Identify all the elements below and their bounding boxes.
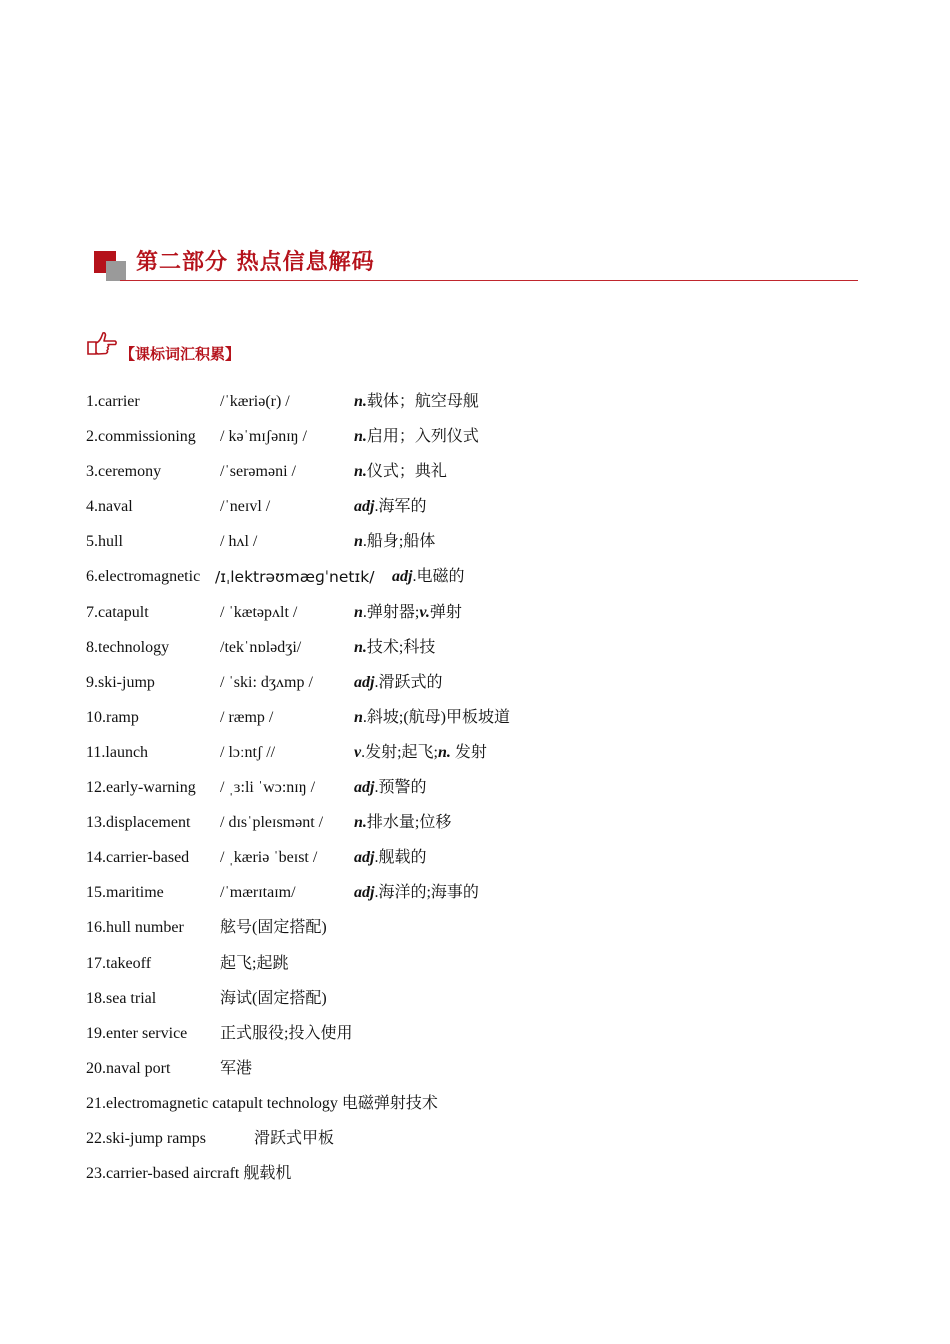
vocab-meaning: .滑跃式的 — [374, 673, 443, 691]
vocab-row — [86, 565, 886, 600]
vocab-word: 5.hull — [86, 533, 123, 551]
vocab-ipa: /ˈserəməni / — [220, 463, 296, 481]
phrase-term: 17.takeoff — [86, 954, 152, 972]
vocab-ipa: / kəˈmɪʃənɪŋ / — [220, 428, 307, 446]
vocab-definition — [392, 565, 464, 589]
vocab-meaning: 启用；入列仪式 — [366, 428, 479, 446]
vocab-row — [86, 776, 886, 811]
vocab-ipa: / ræmp / — [220, 708, 274, 726]
vocab-row — [86, 460, 886, 495]
vocab-ipa: /tekˈnɒlədʒi/ — [220, 638, 302, 656]
phrase-term: 16.hull number — [86, 919, 184, 937]
section-title: 第二部分 热点信息解码 — [136, 250, 375, 275]
vocab-definition — [354, 460, 447, 484]
vocab-meaning: .预警的 — [374, 779, 427, 797]
phrase-row — [86, 1022, 886, 1057]
vocab-ipa: /ɪˌlektrəʊmæɡˈnetɪk/ — [215, 568, 375, 587]
vocab-pos: n — [354, 708, 363, 726]
phrase-term: 20.naval port — [86, 1059, 171, 1077]
vocab-meaning: 排水量;位移 — [366, 814, 452, 832]
vocab-pos: adj — [354, 498, 375, 516]
phrase-term: 18.sea trial — [86, 989, 157, 1007]
vocab-definition — [354, 846, 426, 870]
vocab-meaning: .发射;起飞; — [361, 743, 439, 761]
vocab-pos: n. — [354, 638, 367, 656]
vocab-word: 7.catapult — [86, 603, 149, 621]
vocab-word: 11.launch — [86, 743, 149, 761]
vocab-meaning: .海军的 — [374, 498, 427, 516]
vocab-ipa: / lɔːntʃ // — [220, 743, 276, 761]
vocab-row — [86, 636, 886, 671]
vocab-ipa: / ˌkæriə ˈbeɪst / — [220, 849, 318, 867]
vocab-row — [86, 671, 886, 706]
vocab-row — [86, 706, 886, 741]
vocab-pos: n. — [354, 428, 367, 446]
subsection-title: 【课标词汇积累】 — [120, 345, 241, 363]
phrase-row — [86, 1127, 886, 1162]
vocab-row — [86, 390, 886, 425]
vocab-definition — [354, 741, 487, 765]
vocab-word: 4.naval — [86, 498, 133, 516]
vocab-meaning: 载体；航空母舰 — [366, 393, 479, 410]
vocab-definition — [354, 776, 426, 800]
vocab-row — [86, 846, 886, 881]
vocab-word: 1.carrier — [86, 393, 140, 410]
phrase-row — [86, 1057, 886, 1092]
phrase-row — [86, 1092, 886, 1127]
vocab-pos: n. — [354, 814, 367, 832]
vocab-definition — [354, 706, 510, 730]
vocab-word: 13.displacement — [86, 814, 191, 832]
phrase-meaning: 军港 — [220, 1059, 253, 1077]
phrase-meaning: 正式服役;投入使用 — [220, 1024, 353, 1042]
vocab-meaning: 技术;科技 — [366, 638, 436, 656]
vocab-word: 14.carrier-based — [86, 849, 190, 867]
vocab-ipa: / ˈkætəpʌlt / — [220, 603, 298, 621]
vocab-meaning: 仪式；典礼 — [366, 463, 447, 481]
vocab-pos: v — [354, 743, 362, 761]
vocab-list — [86, 390, 886, 1197]
pointing-hand-icon — [86, 330, 118, 360]
phrase-row — [86, 952, 886, 987]
vocab-word: 15.maritime — [86, 884, 164, 902]
vocab-word: 10.ramp — [86, 708, 139, 726]
vocab-pos-secondary: n. — [438, 743, 451, 761]
vocab-pos: n. — [354, 393, 367, 410]
phrase-meaning: 起飞;起跳 — [220, 954, 289, 972]
vocab-meaning: .弹射器; — [362, 603, 420, 621]
vocab-definition — [354, 390, 479, 414]
vocab-definition — [354, 601, 462, 625]
vocab-pos: adj — [354, 779, 375, 797]
vocab-ipa: / dɪsˈpleɪsmənt / — [220, 814, 324, 832]
vocab-pos: n — [354, 603, 363, 621]
vocab-definition — [354, 881, 479, 905]
vocab-word: 2.commissioning — [86, 428, 196, 446]
vocab-row — [86, 741, 886, 776]
vocab-meaning: .船身;船体 — [362, 533, 436, 551]
vocab-ipa: / hʌl / — [220, 533, 258, 551]
phrase-term: 19.enter service — [86, 1024, 188, 1042]
phrase-row — [86, 987, 886, 1022]
phrase-row — [86, 1162, 886, 1197]
vocab-ipa: / ˈski: dʒʌmp / — [220, 673, 313, 691]
vocab-definition — [354, 530, 435, 554]
header-gray-square — [106, 261, 126, 281]
vocab-ipa: /ˈneɪvl / — [220, 498, 271, 516]
vocab-meaning-secondary: 弹射 — [429, 603, 462, 621]
vocab-ipa: /ˈmærɪtaɪm/ — [220, 884, 296, 902]
vocab-meaning: .电磁的 — [412, 568, 465, 586]
vocab-pos: adj — [354, 884, 375, 902]
vocab-word: 6.electromagnetic — [86, 568, 201, 586]
vocab-pos: adj — [392, 568, 413, 586]
phrase-row — [86, 916, 886, 951]
vocab-definition — [354, 671, 442, 695]
phrase-meaning: 海试(固定搭配) — [220, 989, 327, 1007]
phrase-term: 22.ski-jump ramps — [86, 1129, 206, 1147]
vocab-row — [86, 495, 886, 530]
vocab-ipa: / ˌɜ:li ˈwɔ:nɪŋ / — [220, 779, 316, 797]
section-header — [94, 249, 860, 283]
vocab-row — [86, 601, 886, 636]
vocab-meaning-secondary: 发射 — [450, 743, 487, 761]
vocab-definition — [354, 425, 479, 449]
vocab-pos: adj — [354, 849, 375, 867]
vocab-word: 9.ski-jump — [86, 673, 155, 691]
vocab-word: 12.early-warning — [86, 779, 196, 797]
vocab-pos: n. — [354, 463, 367, 481]
vocab-meaning: .斜坡;(航母)甲板坡道 — [362, 708, 511, 726]
vocab-word: 8.technology — [86, 638, 170, 656]
vocab-row — [86, 811, 886, 846]
header-rule — [120, 280, 858, 281]
vocab-definition — [354, 495, 426, 519]
phrase-line: 21.electromagnetic catapult technology 电磁弹射技术 — [86, 1094, 438, 1112]
vocab-pos: adj — [354, 673, 375, 691]
vocab-word: 3.ceremony — [86, 463, 162, 481]
phrase-meaning: 滑跃式甲板 — [254, 1129, 335, 1147]
vocab-row — [86, 881, 886, 916]
vocab-pos-secondary: v. — [419, 603, 430, 621]
vocab-row — [86, 425, 886, 460]
vocab-pos: n — [354, 533, 363, 551]
vocab-row — [86, 530, 886, 565]
vocab-definition — [354, 811, 451, 835]
phrase-meaning: 舷号(固定搭配) — [220, 919, 327, 937]
vocab-definition — [354, 636, 435, 660]
vocab-meaning: .海洋的;海事的 — [374, 884, 479, 902]
vocab-meaning: .舰载的 — [374, 849, 427, 867]
phrase-line: 23.carrier-based aircraft 舰载机 — [86, 1165, 292, 1183]
vocab-ipa: /ˈkæriə(r) / — [220, 393, 290, 410]
